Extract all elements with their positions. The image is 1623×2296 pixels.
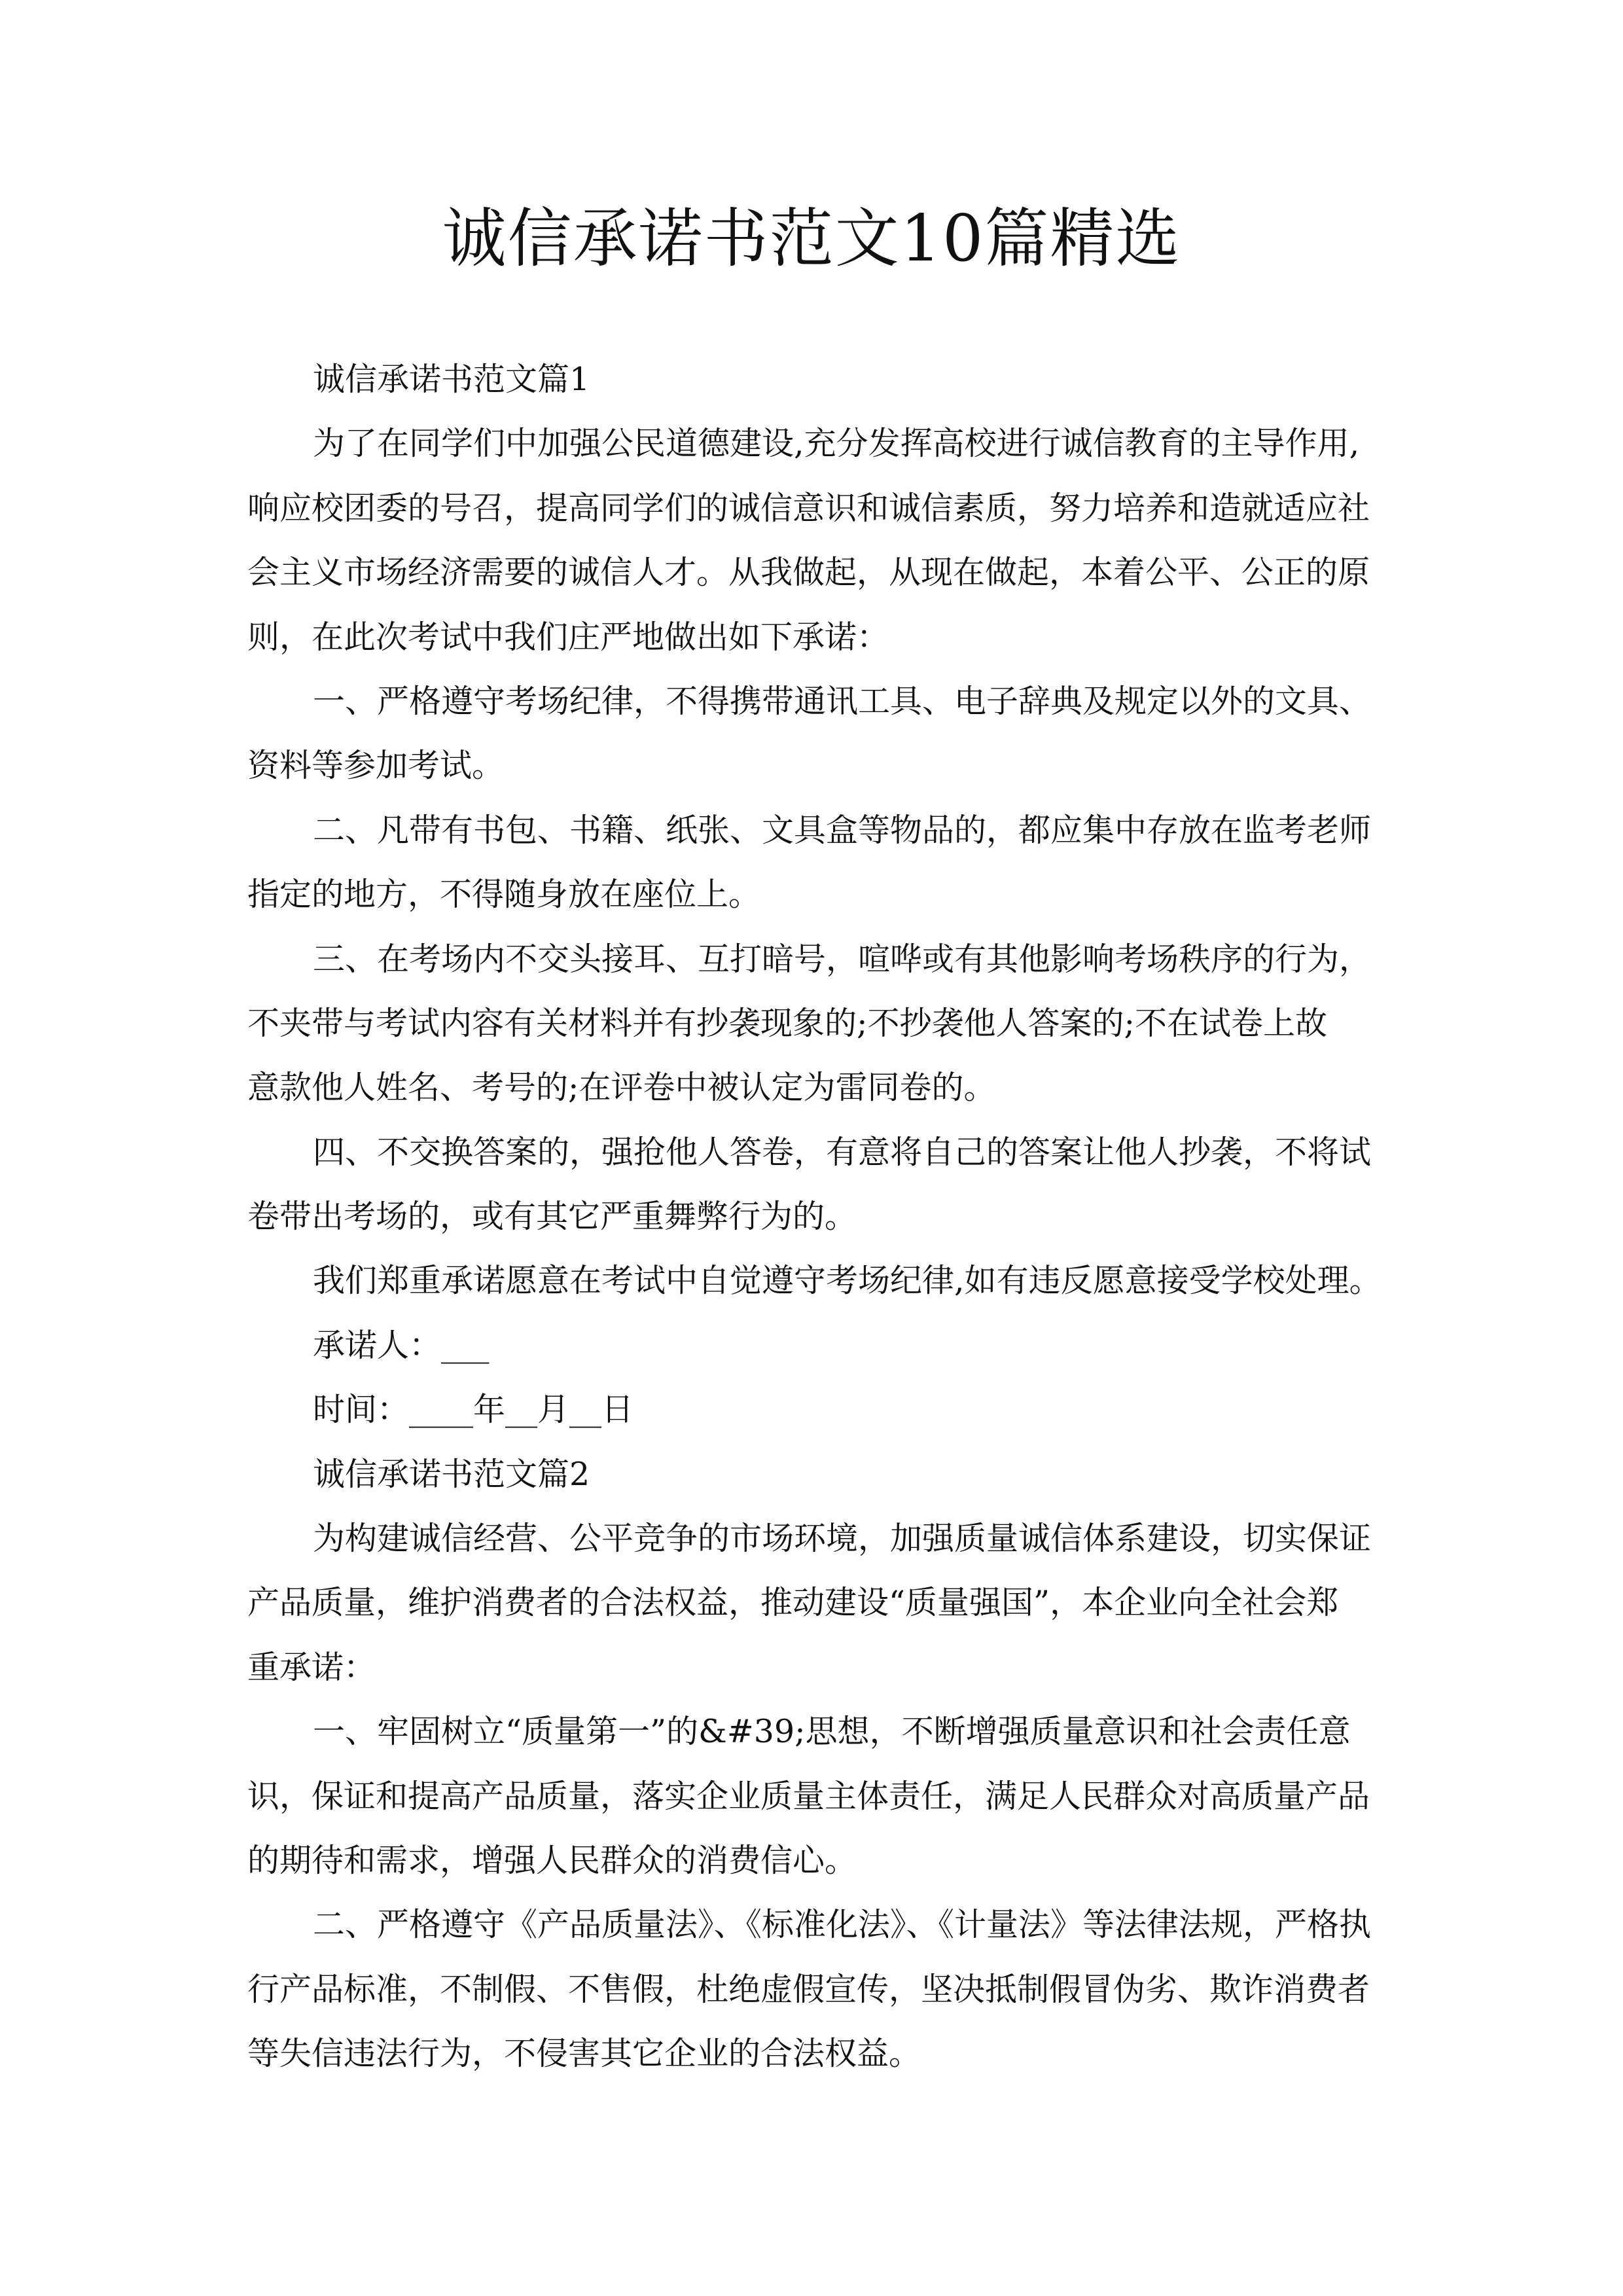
- paragraph: [247, 1893, 1425, 2086]
- text-line: 行产品标准，不制假、不售假，杜绝虚假宣传，坚决抵制假冒伪劣、欺诈消费者: [247, 1970, 1370, 2008]
- text-line: 产品质量，维护消费者的合法权益，推动建设“质量强国”，本企业向全社会郑: [247, 1584, 1339, 1622]
- text-line: 不夹带与考试内容有关材料并有抄袭现象的;不抄袭他人答案的;不在试卷上故: [247, 1004, 1328, 1042]
- text-line: 识，保证和提高产品质量，落实企业质量主体责任，满足人民群众对高质量产品: [247, 1777, 1370, 1815]
- text-line: 一、严格遵守考场纪律，不得携带通讯工具、电子辞典及规定以外的文具、: [313, 682, 1372, 720]
- text-line: 指定的地方，不得随身放在座位上。: [247, 876, 761, 914]
- text-line: 则，在此次考试中我们庄严地做出如下承诺：: [247, 618, 889, 656]
- paragraph: [247, 1121, 1425, 1249]
- text-line: 意款他人姓名、考号的;在评卷中被认定为雷同卷的。: [247, 1069, 996, 1107]
- text-line: 一、牢固树立“质量第一”的&#39;思想，不断增强质量意识和社会责任意: [313, 1713, 1351, 1751]
- text-line: 为构建诚信经营、公平竞争的市场环境，加强质量诚信体系建设，切实保证: [313, 1520, 1372, 1558]
- paragraph: [247, 412, 1425, 670]
- document-body: [247, 348, 1425, 2087]
- paragraph: [247, 1378, 1425, 1442]
- text-line: 会主义市场经济需要的诚信人才。从我做起，从现在做起，本着公平、公正的原: [247, 554, 1370, 592]
- paragraph: [247, 1314, 1425, 1378]
- paragraph: [247, 927, 1425, 1121]
- text-line: 为了在同学们中加强公民道德建设,充分发挥高校进行诚信教育的主导作用,: [313, 425, 1360, 463]
- paragraph: [247, 1249, 1425, 1313]
- text-line: 承诺人：___: [313, 1326, 490, 1364]
- text-line: 我们郑重承诺愿意在考试中自觉遵守考场纪律,如有违反愿意接受学校处理。: [313, 1262, 1382, 1300]
- text-line: 重承诺：: [247, 1648, 376, 1686]
- text-line: 四、不交换答案的，强抢他人答卷，有意将自己的答案让他人抄袭，不将试: [313, 1133, 1372, 1171]
- text-line: 卷带出考场的，或有其它严重舞弊行为的。: [247, 1198, 857, 1236]
- text-line: 的期待和需求，增强人民群众的消费信心。: [247, 1841, 857, 1879]
- text-line: 三、在考场内不交头接耳、互打暗号，喧哗或有其他影响考场秩序的行为，: [313, 940, 1372, 978]
- paragraph: [247, 348, 1425, 412]
- text-line: 资料等参加考试。: [247, 747, 505, 785]
- text-line: 时间：____年__月__日: [313, 1391, 634, 1429]
- paragraph: [247, 798, 1425, 927]
- paragraph: [247, 1443, 1425, 1507]
- text-line: 等失信违法行为，不侵害其它企业的合法权益。: [247, 2035, 921, 2073]
- paragraph: [247, 670, 1425, 798]
- text-line: 二、凡带有书包、书籍、纸张、文具盒等物品的，都应集中存放在监考老师: [313, 811, 1372, 849]
- document-title: 诚信承诺书范文10篇精选: [442, 202, 1181, 276]
- text-line: 诚信承诺书范文篇2: [313, 1455, 590, 1493]
- text-line: 响应校团委的号召，提高同学们的诚信意识和诚信素质，努力培养和造就适应社: [247, 489, 1370, 527]
- text-line: 二、严格遵守《产品质量法》、《标准化法》、《计量法》等法律法规，严格执: [313, 1906, 1372, 1944]
- paragraph: [247, 1700, 1425, 1893]
- paragraph: [247, 1507, 1425, 1700]
- text-line: 诚信承诺书范文篇1: [313, 361, 590, 398]
